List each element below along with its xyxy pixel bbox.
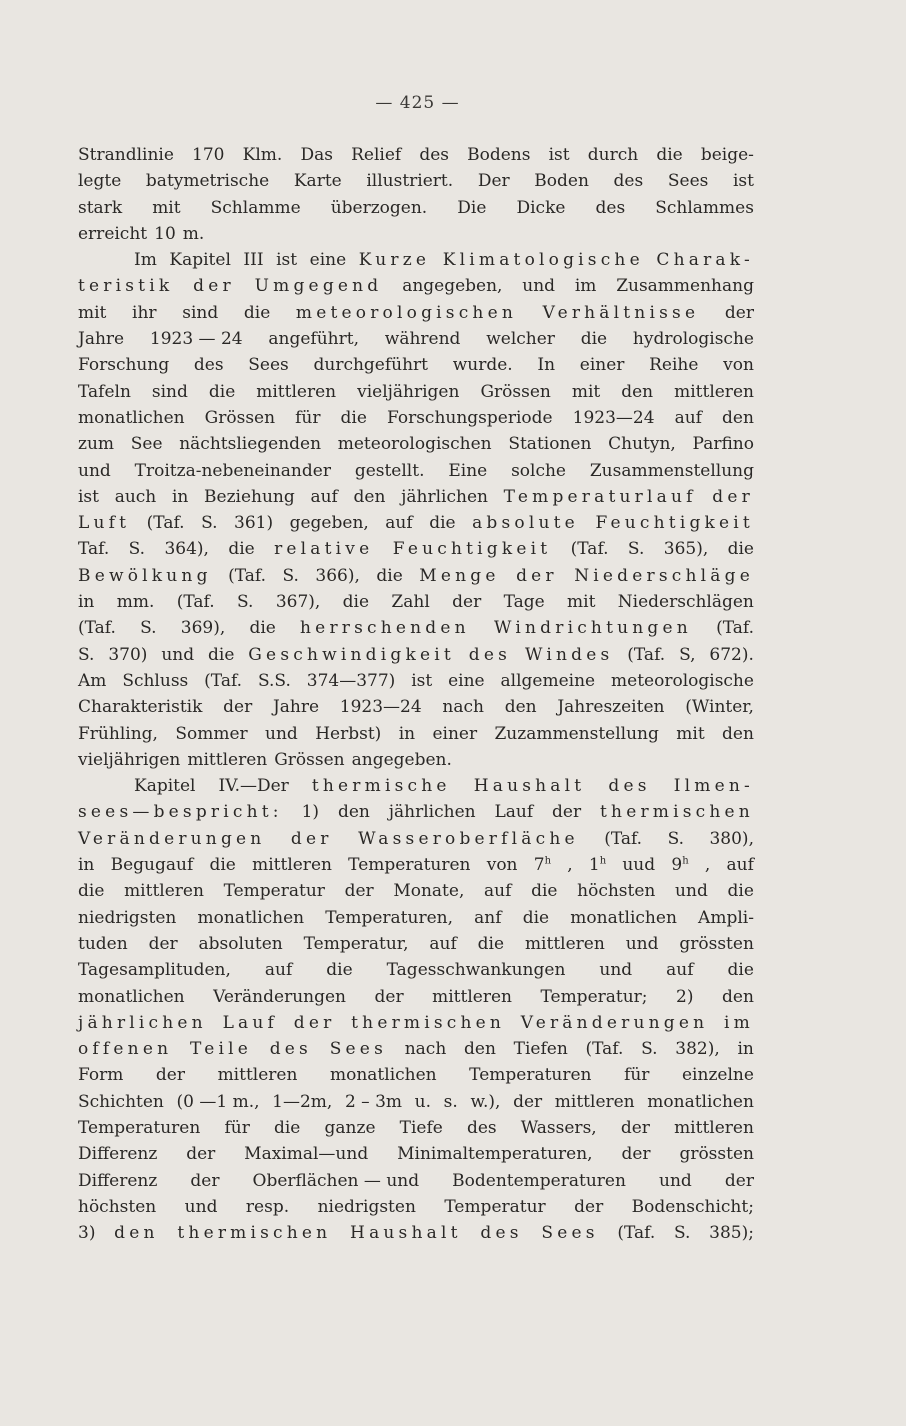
text-line: erreicht 10 m. xyxy=(78,223,205,244)
text-line: in mm. (Taf. S. 367), die Zahl der Tage mit Niederschlägen xyxy=(78,592,754,613)
text-line: und Troitza-nebeneinander gestellt. Eine solche Zusammenstellung xyxy=(78,460,754,481)
text-line: Differenz der Maximal—und Minimaltemperaturen, der grössten xyxy=(78,1144,754,1165)
text-line: stark mit Schlamme überzogen. Die Dicke des Schlammes xyxy=(78,197,754,218)
text-line: sees—bespricht: 1) den jährlichen Lauf der thermischen xyxy=(78,802,754,823)
text-line: niedrigsten monatlichen Temperaturen, anf die monatlichen Ampli- xyxy=(78,907,754,928)
text-line: S. 370) und die Geschwindigkeit des Windes (Taf. S, 672). xyxy=(78,644,754,665)
text-line: Differenz der Oberflächen — und Bodentemperaturen und der xyxy=(78,1170,754,1191)
text-line: die mittleren Temperatur der Monate, auf die höchsten und die xyxy=(78,881,754,902)
time-7h: 7$^h$ xyxy=(533,855,552,876)
text-line: Form der mittleren monatlichen Temperaturen für einzelne xyxy=(78,1065,754,1086)
text-line: Taf. S. 364), die relative Feuchtigkeit (Taf. S. 365), die xyxy=(78,539,754,560)
text-line: tuden der absoluten Temperatur, auf die mittleren und grössten xyxy=(78,933,754,954)
text-line: Luft (Taf. S. 361) gegeben, auf die absolute Feuchtigkeit xyxy=(78,513,754,534)
text-line: Kapitel IV.—Der thermische Haushalt des Ilmen- xyxy=(134,776,754,797)
text-line: teristik der Umgegend angegeben, und im Zusammenhang xyxy=(78,276,754,297)
text-line: Forschung des Sees durchgeführt wurde. In einer Reihe von xyxy=(78,355,754,376)
text-line: 3) den thermischen Haushalt des Sees (Taf. S. 385); xyxy=(78,1223,754,1244)
text-line: monatlichen Grössen für die Forschungsperiode 1923—24 auf den xyxy=(78,407,754,428)
text-line: offenen Teile des Sees nach den Tiefen (Taf. S. 382), in xyxy=(78,1039,754,1060)
text-line: in Begugauf die mittleren Temperaturen von 7$^h$ , 1$^h$ uud 9$^h$ , auf xyxy=(78,852,754,878)
text-line: höchsten und resp. niedrigsten Temperatur der Bodenschicht; xyxy=(78,1196,754,1217)
text-line: (Taf. S. 369), die herrschenden Windrichtungen (Taf. xyxy=(78,618,754,639)
text-line: monatlichen Veränderungen der mittleren Temperatur; 2) den xyxy=(78,986,754,1007)
text-line: Temperaturen für die ganze Tiefe des Wassers, der mittleren xyxy=(78,1117,754,1138)
text-line: Bewölkung (Taf. S. 366), die Menge der Niederschläge xyxy=(78,565,754,586)
text-line: Am Schluss (Taf. S.S. 374—377) ist eine allgemeine meteorologische xyxy=(78,670,754,691)
text-line: Tagesamplituden, auf die Tagesschwankungen und auf die xyxy=(78,960,754,981)
text-line: mit ihr sind die meteorologischen Verhältnisse der xyxy=(78,302,754,323)
text-line: ist auch in Beziehung auf den jährlichen Temperaturlauf der xyxy=(78,486,754,507)
text-line: legte batymetrische Karte illustriert. Der Boden des Sees ist xyxy=(78,171,754,192)
text-line: Jahre 1923 — 24 angeführt, während welcher die hydrologische xyxy=(78,329,754,350)
text-line: jährlichen Lauf der thermischen Veränderungen im xyxy=(78,1012,754,1033)
text-line: Frühling, Sommer und Herbst) in einer Zuzammenstellung mit den xyxy=(78,723,754,744)
body-text xyxy=(78,142,754,1246)
text-line: Tafeln sind die mittleren vieljährigen Grössen mit den mittleren xyxy=(78,381,754,402)
text-line: vieljährigen mittleren Grössen angegeben. xyxy=(78,749,452,770)
text-line: Strandlinie 170 Klm. Das Relief des Bodens ist durch die beige- xyxy=(78,145,754,165)
text-line: zum See nächtsliegenden meteorologischen Stationen Chutyn, Parfino xyxy=(78,434,754,455)
text-line: Veränderungen der Wasseroberfläche (Taf. S. 380), xyxy=(78,828,754,849)
text-line: Charakteristik der Jahre 1923—24 nach den Jahreszeiten (Winter, xyxy=(78,697,754,718)
text-line: Schichten (0 —1 m., 1—2m, 2 – 3m u. s. w.), der mittleren monatlichen xyxy=(78,1091,754,1112)
text-line: Im Kapitel III ist eine Kurze Klimatologische Charak- xyxy=(134,250,754,271)
page-number: — 425 — xyxy=(375,93,460,113)
